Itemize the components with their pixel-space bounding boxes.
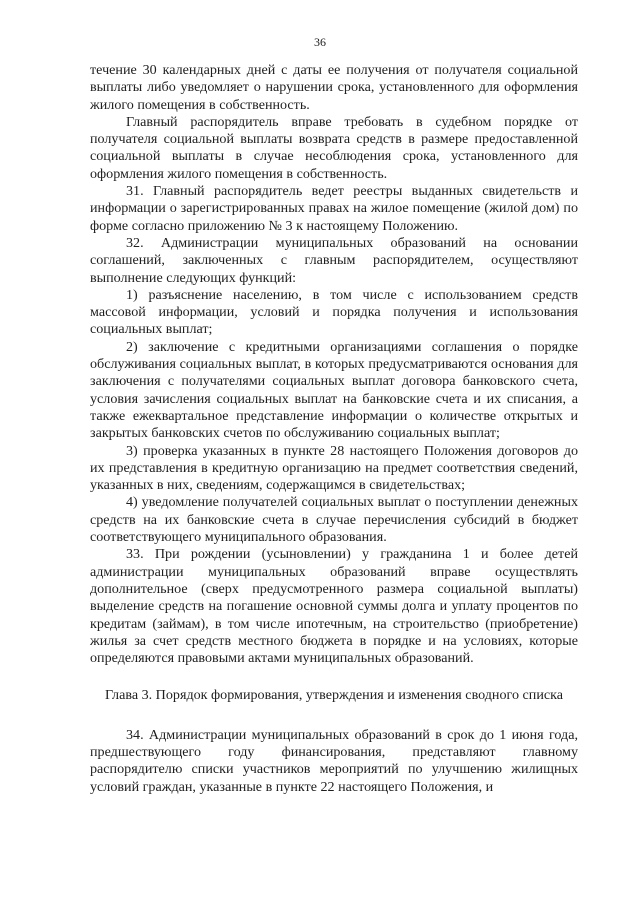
chapter-heading: Глава 3. Порядок формирования, утверждения и изменения сводного списка <box>104 687 564 704</box>
paragraph-item-31: 31. Главный распорядитель ведет реестры выданных свидетельств и информации о зарегистрированных правах на жилое помещение (жилой дом) по форме согласно приложению № 3 к настоящему Положению. <box>90 183 578 234</box>
paragraph: Главный распорядитель вправе требовать в судебном порядке от получателя социальной выплаты возврата средств в размере предоставленной социальной выплаты в случае несоблюдения срока, установленного для оформления жилого помещения в собственность. <box>90 113 578 182</box>
paragraph-item-32: 32. Администрации муниципальных образований на основании соглашений, заключенных с главным распорядителем, осуществляют выполнение следующих функций: <box>90 234 578 286</box>
paragraph-continuation: течение 30 календарных дней с даты ее получения от получателя социальной выплаты либо уведомляет о нарушении срока, установленного для оформления жилого помещения в собственность. <box>90 62 578 113</box>
paragraph-item-33: 33. При рождении (усыновлении) у гражданина 1 и более детей администрации муниципальных образований вправе осуществлять дополнительное (сверх предусмотренного размера социальной выплаты) выделение средств на погашение основной суммы долга и уплату процентов по кредитам (займам), в том числе ипотечным, на строительство (приобретение) жилья за счет средств местного бюджета в порядке и на условиях, которые определяются правовыми актами муниципальных образований. <box>90 546 578 667</box>
paragraph-item-34: 34. Администрации муниципальных образований в срок до 1 июня года, предшествующего году финансирования, представляют главному распорядителю списки участников мероприятий по улучшению жилищных условий граждан, указанные в пункте 22 настоящего Положения, и <box>90 726 578 795</box>
subitem-1: 1) разъяснение населению, в том числе с использованием средств массовой информации, условий и порядка получения и использования социальных выплат; <box>90 286 578 338</box>
document-body <box>90 62 578 796</box>
subitem-4: 4) уведомление получателей социальных выплат о поступлении денежных средств на их банковские счета в случае перечисления субсидий в бюджет соответствующего муниципального образования. <box>90 494 578 546</box>
subitem-3: 3) проверка указанных в пункте 28 настоящего Положения договоров до их представления в кредитную организацию на предмет соответствия сведений, указанных в них, сведениям, содержащимся в свидетельствах; <box>90 442 578 494</box>
page-number: 36 <box>314 35 326 49</box>
subitem-2: 2) заключение с кредитными организациями соглашения о порядке обслуживания социальных выплат, в которых предусматриваются основания для заключения с получателями социальных выплат договора банковского счета, условия зачисления социальных выплат на банковские счета и их списания, а также ежеквартальное представление информации о количестве открытых и закрытых банковских счетов по обслуживанию социальных выплат; <box>90 338 578 442</box>
